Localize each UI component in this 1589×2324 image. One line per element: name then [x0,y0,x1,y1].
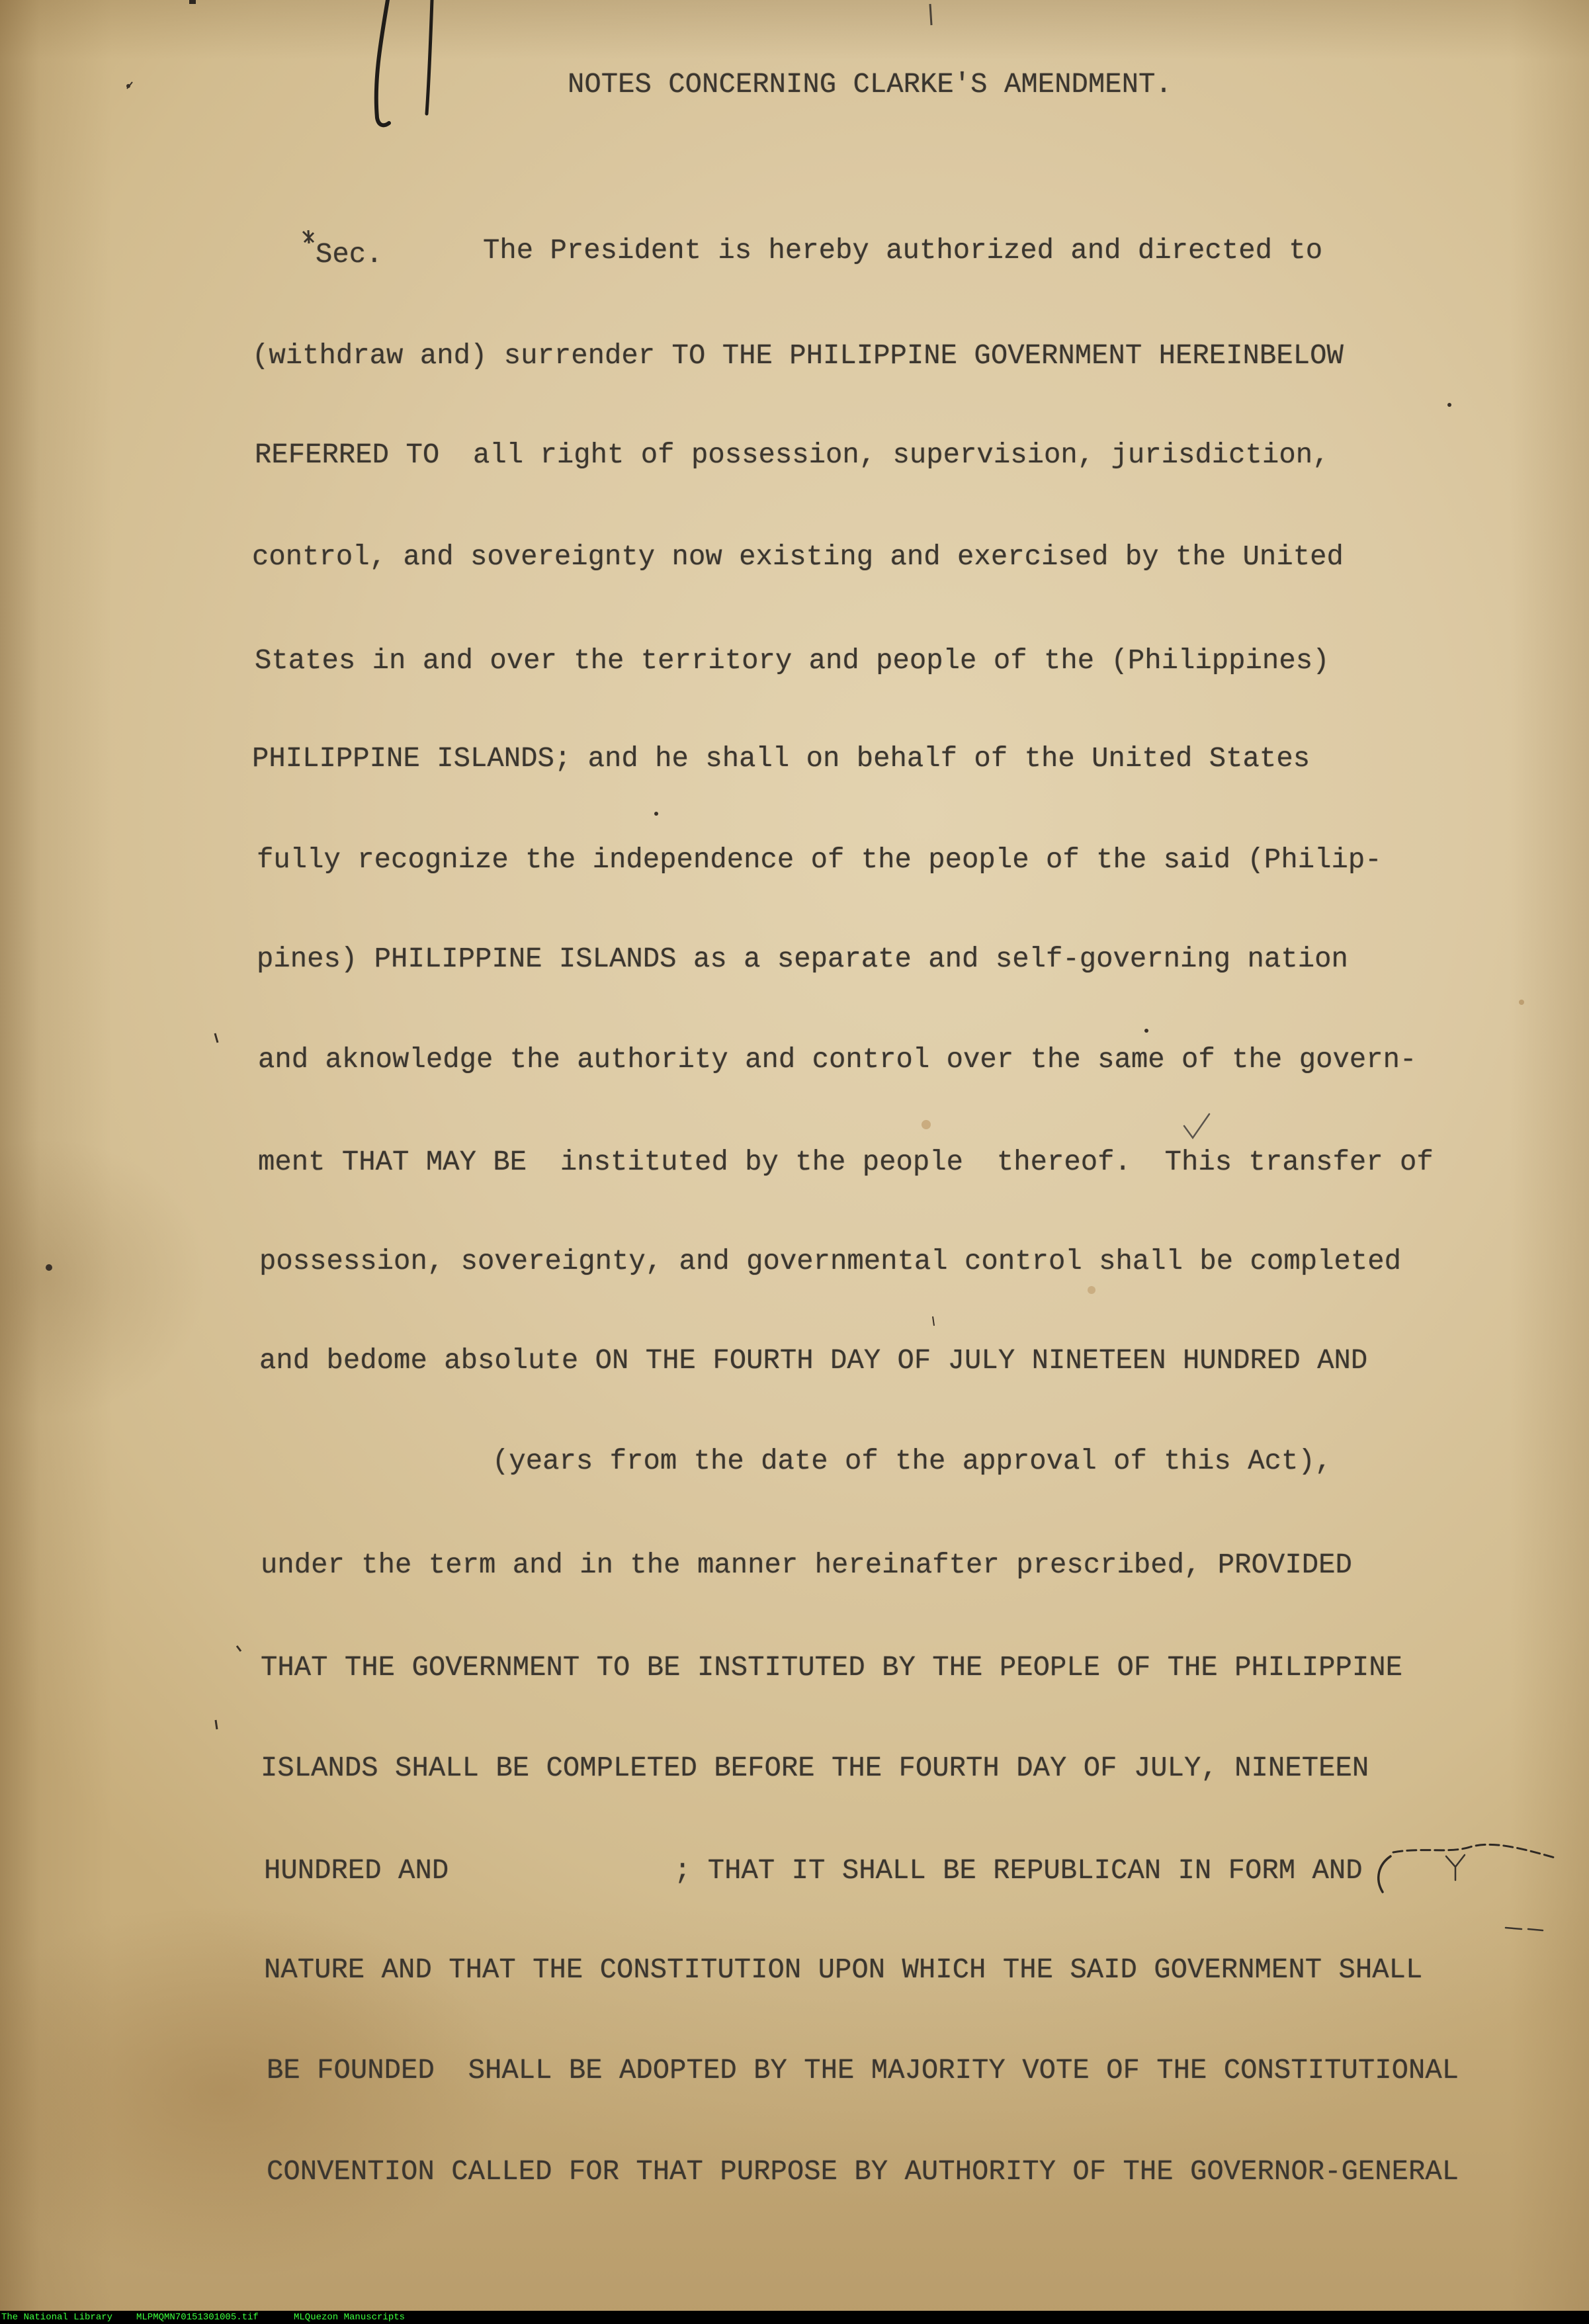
ink-speck [215,1033,218,1043]
document-title: NOTES CONCERNING CLARKE'S AMENDMENT. [568,69,1172,101]
ink-speck [654,812,658,816]
typed-line: and aknowledge the authority and control over the same of the govern- [258,1044,1417,1076]
typed-line: The President is hereby authorized and directed to [483,235,1323,267]
typed-line: under the term and in the manner hereinafter prescribed, PROVIDED [261,1549,1352,1581]
typed-line: and bedome absolute ON THE FOURTH DAY OF JULY NINETEEN HUNDRED AND [259,1345,1368,1377]
typed-line: REFERRED TO all right of possession, supervision, jurisdiction, [255,439,1330,471]
footer-library-label: The National Library [1,2312,113,2323]
ink-speck [922,1120,931,1129]
footer-collection-label: MLQuezon Manuscripts [294,2312,406,2323]
ink-speck [216,1720,217,1729]
typed-line: PHILIPPINE ISLANDS; and he shall on behalf of the United States [252,743,1310,775]
ink-speck [127,82,132,89]
typed-line: ISLANDS SHALL BE COMPLETED BEFORE THE FOURTH DAY OF JULY, NINETEEN [261,1752,1369,1784]
section-label: Sec. [316,239,383,271]
ink-speck [126,84,130,88]
ink-speck [1144,1029,1148,1033]
ink-speck [189,0,196,4]
ink-speck [933,1316,934,1326]
typed-line: pines) PHILIPPINE ISLANDS as a separate and self-governing nation [257,943,1348,975]
handwritten-annotation-stroke [1393,1844,1555,1858]
ink-speck [1519,1000,1524,1005]
ink-speck [1447,403,1451,407]
handwritten-bracket-mark [427,0,432,114]
scan-footer-bar [0,2311,1589,2324]
checkmark [1184,1114,1209,1138]
ink-speck [930,4,931,25]
ink-speck [46,1264,52,1271]
typed-line: (withdraw and) surrender TO THE PHILIPPINE GOVERNMENT HEREINBELOW [252,340,1344,372]
typed-line: BE FOUNDED SHALL BE ADOPTED BY THE MAJORITY VOTE OF THE CONSTITUTIONAL [267,2055,1459,2087]
typed-line: HUNDRED AND [264,1855,449,1887]
typed-line: NATURE AND THAT THE CONSTITUTION UPON WHICH THE SAID GOVERNMENT SHALL [264,1954,1423,1986]
handwritten-annotation-stroke [1379,1856,1391,1892]
typed-line: CONVENTION CALLED FOR THAT PURPOSE BY AUTHORITY OF THE GOVERNOR-GENERAL [267,2156,1459,2188]
handwritten-annotation-stroke [1506,1928,1543,1930]
ink-speck [237,1646,241,1651]
typed-line: ; THAT IT SHALL BE REPUBLICAN IN FORM AND [674,1855,1363,1887]
ink-speck [1088,1286,1095,1294]
typed-line: (years from the date of the approval of this Act), [492,1445,1332,1477]
typed-line: control, and sovereignty now existing and exercised by the United [252,541,1344,573]
handwritten-annotation-stroke [1446,1855,1465,1880]
asterisk-mark [303,230,314,243]
typed-line: fully recognize the independence of the people of the said (Philip- [257,844,1382,876]
typed-line: THAT THE GOVERNMENT TO BE INSTITUTED BY THE PEOPLE OF THE PHILIPPINE [261,1652,1402,1684]
footer-filename: MLPMQMN70151301005.tif [136,2312,259,2323]
handwritten-bracket-mark [376,0,389,125]
typed-line: possession, sovereignty, and governmental control shall be completed [259,1246,1401,1277]
typed-line: ment THAT MAY BE instituted by the people thereof. This transfer of [258,1146,1434,1178]
typed-line: States in and over the territory and people of the (Philippines) [255,645,1330,677]
